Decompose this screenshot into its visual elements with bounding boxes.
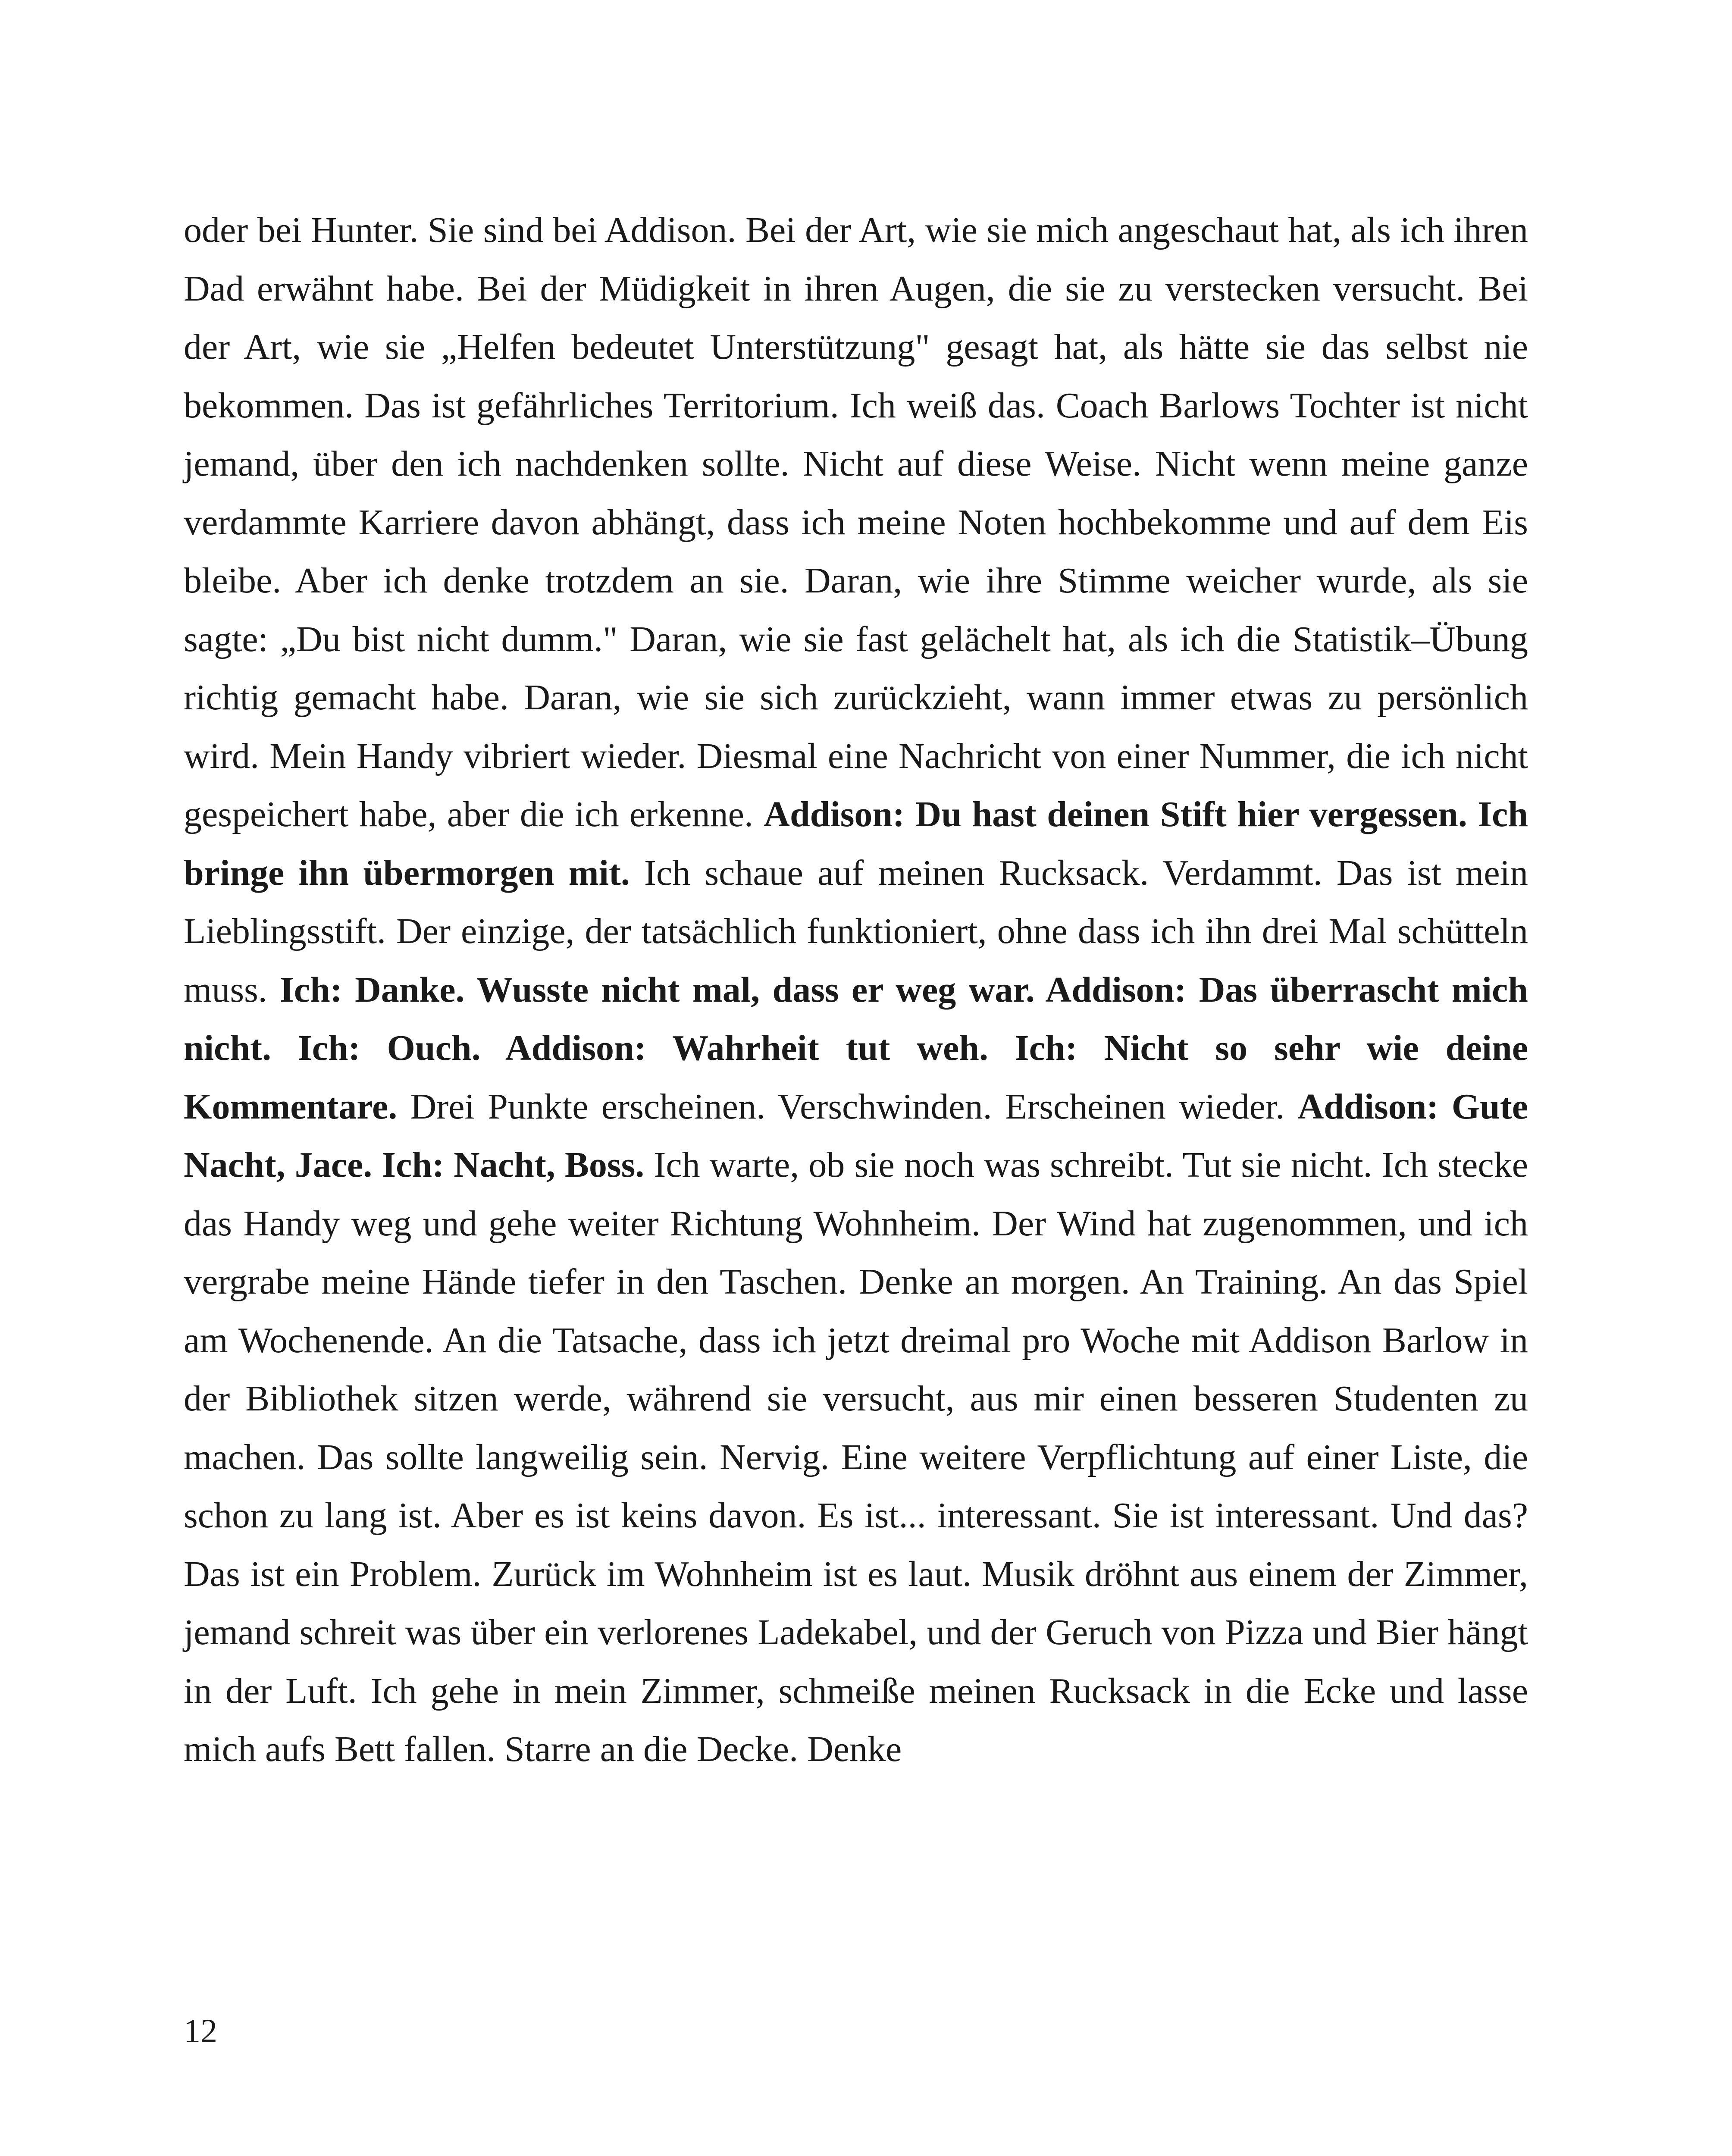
- text-message-segment: Addison: Du hast deinen Stift hier vergessen. Ich bringe ihn übermorgen mit.: [184, 794, 1528, 893]
- body-text: [184, 201, 1528, 1969]
- text-segment: Drei Punkte erscheinen. Verschwinden. Erscheinen wieder.: [397, 1086, 1298, 1127]
- text-segment: Ich schaue auf meinen Rucksack. Verdammt. Das ist mein Lieblingsstift. Der einzige, der tatsächlich funktioniert, ohne dass ich ihn drei Mal schütteln muss.: [184, 852, 1528, 1010]
- text-segment: Ich warte, ob sie noch was schreibt. Tut sie nicht. Ich stecke das Handy weg und gehe weiter Richtung Wohnheim. Der Wind hat zugenommen, und ich vergrabe meine Hände tiefer in den Taschen. Denke an morgen. An Training. An das Spiel am Wochenende. An die Tatsache, dass ich jetzt dreimal pro Woche mit Addison Barlow in der Bibliothek sitzen werde, während sie versucht, aus mir einen besseren Studenten zu machen. Das sollte langweilig sein. Nervig. Eine weitere Verpflichtung auf einer Liste, die schon zu lang ist. Aber es ist keins davon. Es ist... interessant. Sie ist interessant. Und das? Das ist ein Problem. Zurück im Wohnheim ist es laut. Musik dröhnt aus einem der Zimmer, jemand schreit was über ein verlorenes Ladekabel, und der Geruch von Pizza und Bier hängt in der Luft. Ich gehe in mein Zimmer, schmeiße meinen Rucksack in die Ecke und lasse mich aufs Bett fallen. Starre an die Decke. Denke: [184, 1145, 1528, 1769]
- text-message-segment: Ich: Danke. Wusste nicht mal, dass er weg war. Addison: Das überrascht mich nicht. Ich: Ouch. Addison: Wahrheit tut weh. Ich: Nicht so sehr wie deine Kommentare.: [184, 969, 1528, 1127]
- text-segment: oder bei Hunter. Sie sind bei Addison. Bei der Art, wie sie mich angeschaut hat, als ich ihren Dad erwähnt habe. Bei der Müdigkeit in ihren Augen, die sie zu verstecken versucht. Bei der Art, wie sie „Helfen bedeutet Unterstützung" gesagt hat, als hätte sie das selbst nie bekommen. Das ist gefährliches Territorium. Ich weiß das. Coach Barlows Tochter ist nicht jemand, über den ich nachdenken sollte. Nicht auf diese Weise. Nicht wenn meine ganze verdammte Karriere davon abhängt, dass ich meine Noten hochbekomme und auf dem Eis bleibe. Aber ich denke trotzdem an sie. Daran, wie ihre Stimme weicher wurde, als sie sagte: „Du bist nicht dumm." Daran, wie sie fast gelächelt hat, als ich die Statistik–Übung richtig gemacht habe. Daran, wie sie sich zurückzieht, wann immer etwas zu persönlich wird. Mein Handy vibriert wieder. Diesmal eine Nachricht von einer Nummer, die ich nicht gespeichert habe, aber die ich erkenne.: [184, 210, 1528, 834]
- page-number: 12: [184, 2012, 217, 2049]
- text-message-segment: Addison: Gute Nacht, Jace. Ich: Nacht, Boss.: [184, 1086, 1528, 1185]
